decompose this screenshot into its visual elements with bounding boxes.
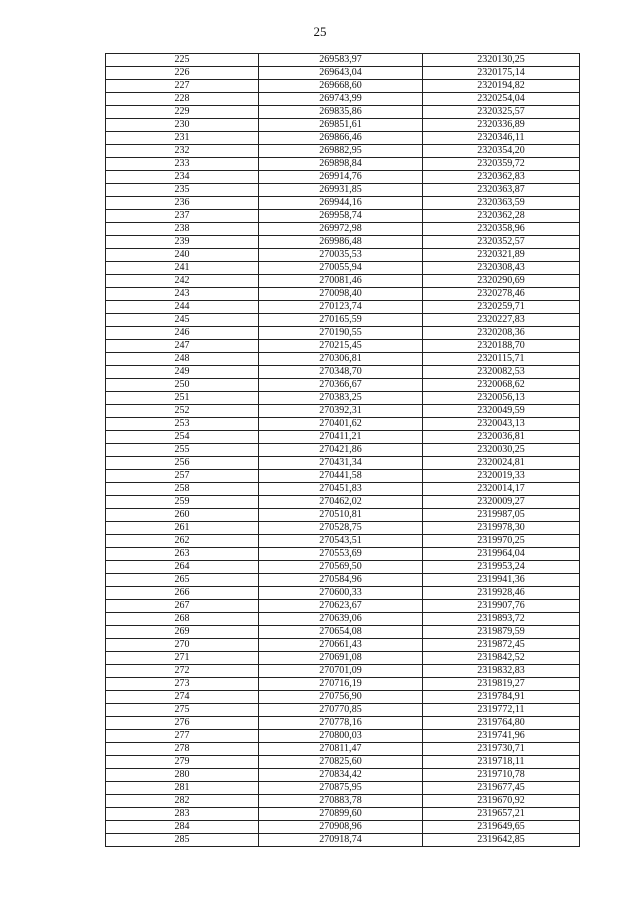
x-coordinate-cell: 270543,51 xyxy=(259,535,423,548)
y-coordinate-cell: 2319642,85 xyxy=(423,834,580,847)
table-row xyxy=(106,522,580,535)
x-coordinate-cell: 270553,69 xyxy=(259,548,423,561)
table-row xyxy=(106,678,580,691)
point-number-cell: 227 xyxy=(106,80,259,93)
table-row xyxy=(106,821,580,834)
x-coordinate-cell: 269931,85 xyxy=(259,184,423,197)
table-row xyxy=(106,301,580,314)
y-coordinate-cell: 2319710,78 xyxy=(423,769,580,782)
table-row xyxy=(106,405,580,418)
y-coordinate-cell: 2320030,25 xyxy=(423,444,580,457)
table-row xyxy=(106,184,580,197)
y-coordinate-cell: 2320194,82 xyxy=(423,80,580,93)
point-number-cell: 237 xyxy=(106,210,259,223)
x-coordinate-cell: 270510,81 xyxy=(259,509,423,522)
y-coordinate-cell: 2319978,30 xyxy=(423,522,580,535)
table-row xyxy=(106,626,580,639)
x-coordinate-cell: 270623,67 xyxy=(259,600,423,613)
point-number-cell: 283 xyxy=(106,808,259,821)
point-number-cell: 255 xyxy=(106,444,259,457)
x-coordinate-cell: 270716,19 xyxy=(259,678,423,691)
x-coordinate-cell: 270451,83 xyxy=(259,483,423,496)
point-number-cell: 269 xyxy=(106,626,259,639)
y-coordinate-cell: 2319928,46 xyxy=(423,587,580,600)
table-row xyxy=(106,379,580,392)
table-row xyxy=(106,756,580,769)
point-number-cell: 277 xyxy=(106,730,259,743)
point-number-cell: 257 xyxy=(106,470,259,483)
point-number-cell: 243 xyxy=(106,288,259,301)
point-number-cell: 241 xyxy=(106,262,259,275)
x-coordinate-cell: 270035,53 xyxy=(259,249,423,262)
table-row xyxy=(106,704,580,717)
point-number-cell: 254 xyxy=(106,431,259,444)
table-row xyxy=(106,275,580,288)
point-number-cell: 278 xyxy=(106,743,259,756)
point-number-cell: 276 xyxy=(106,717,259,730)
x-coordinate-cell: 270811,47 xyxy=(259,743,423,756)
x-coordinate-cell: 269986,48 xyxy=(259,236,423,249)
y-coordinate-cell: 2320043,13 xyxy=(423,418,580,431)
y-coordinate-cell: 2319953,24 xyxy=(423,561,580,574)
y-coordinate-cell: 2319832,83 xyxy=(423,665,580,678)
y-coordinate-cell: 2319941,36 xyxy=(423,574,580,587)
x-coordinate-cell: 269643,04 xyxy=(259,67,423,80)
x-coordinate-cell: 270918,74 xyxy=(259,834,423,847)
table-row xyxy=(106,106,580,119)
x-coordinate-cell: 270899,60 xyxy=(259,808,423,821)
table-row xyxy=(106,470,580,483)
x-coordinate-cell: 270098,40 xyxy=(259,288,423,301)
point-number-cell: 239 xyxy=(106,236,259,249)
y-coordinate-cell: 2319970,25 xyxy=(423,535,580,548)
table-row xyxy=(106,210,580,223)
table-row xyxy=(106,119,580,132)
y-coordinate-cell: 2320082,53 xyxy=(423,366,580,379)
table-row xyxy=(106,548,580,561)
y-coordinate-cell: 2320354,20 xyxy=(423,145,580,158)
x-coordinate-cell: 269851,61 xyxy=(259,119,423,132)
x-coordinate-cell: 270306,81 xyxy=(259,353,423,366)
y-coordinate-cell: 2320358,96 xyxy=(423,223,580,236)
point-number-cell: 247 xyxy=(106,340,259,353)
table-row xyxy=(106,730,580,743)
point-number-cell: 240 xyxy=(106,249,259,262)
point-number-cell: 260 xyxy=(106,509,259,522)
y-coordinate-cell: 2319718,11 xyxy=(423,756,580,769)
y-coordinate-cell: 2320049,59 xyxy=(423,405,580,418)
point-number-cell: 259 xyxy=(106,496,259,509)
y-coordinate-cell: 2319784,91 xyxy=(423,691,580,704)
x-coordinate-cell: 270421,86 xyxy=(259,444,423,457)
y-coordinate-cell: 2320188,70 xyxy=(423,340,580,353)
y-coordinate-cell: 2319649,65 xyxy=(423,821,580,834)
x-coordinate-cell: 270639,06 xyxy=(259,613,423,626)
point-number-cell: 231 xyxy=(106,132,259,145)
y-coordinate-cell: 2319670,92 xyxy=(423,795,580,808)
table-row xyxy=(106,717,580,730)
x-coordinate-cell: 270825,60 xyxy=(259,756,423,769)
y-coordinate-cell: 2320056,13 xyxy=(423,392,580,405)
y-coordinate-cell: 2320325,57 xyxy=(423,106,580,119)
x-coordinate-cell: 270834,42 xyxy=(259,769,423,782)
y-coordinate-cell: 2319842,52 xyxy=(423,652,580,665)
x-coordinate-cell: 269944,16 xyxy=(259,197,423,210)
y-coordinate-cell: 2320290,69 xyxy=(423,275,580,288)
point-number-cell: 230 xyxy=(106,119,259,132)
point-number-cell: 246 xyxy=(106,327,259,340)
y-coordinate-cell: 2319893,72 xyxy=(423,613,580,626)
table-row xyxy=(106,54,580,67)
y-coordinate-cell: 2320254,04 xyxy=(423,93,580,106)
x-coordinate-cell: 270875,95 xyxy=(259,782,423,795)
point-number-cell: 271 xyxy=(106,652,259,665)
y-coordinate-cell: 2320346,11 xyxy=(423,132,580,145)
x-coordinate-cell: 270770,85 xyxy=(259,704,423,717)
point-number-cell: 233 xyxy=(106,158,259,171)
point-number-cell: 281 xyxy=(106,782,259,795)
x-coordinate-cell: 270756,90 xyxy=(259,691,423,704)
table-row xyxy=(106,418,580,431)
y-coordinate-cell: 2320208,36 xyxy=(423,327,580,340)
y-coordinate-cell: 2320175,14 xyxy=(423,67,580,80)
table-row xyxy=(106,665,580,678)
table-row xyxy=(106,171,580,184)
y-coordinate-cell: 2319964,04 xyxy=(423,548,580,561)
x-coordinate-cell: 269743,99 xyxy=(259,93,423,106)
point-number-cell: 280 xyxy=(106,769,259,782)
x-coordinate-cell: 270778,16 xyxy=(259,717,423,730)
x-coordinate-cell: 270661,43 xyxy=(259,639,423,652)
point-number-cell: 282 xyxy=(106,795,259,808)
point-number-cell: 261 xyxy=(106,522,259,535)
x-coordinate-cell: 269898,84 xyxy=(259,158,423,171)
x-coordinate-cell: 270190,55 xyxy=(259,327,423,340)
table-row xyxy=(106,795,580,808)
x-coordinate-cell: 270800,03 xyxy=(259,730,423,743)
point-number-cell: 272 xyxy=(106,665,259,678)
table-row xyxy=(106,80,580,93)
y-coordinate-cell: 2320363,59 xyxy=(423,197,580,210)
table-row xyxy=(106,639,580,652)
table-row xyxy=(106,613,580,626)
table-row xyxy=(106,769,580,782)
y-coordinate-cell: 2320068,62 xyxy=(423,379,580,392)
table-row xyxy=(106,314,580,327)
point-number-cell: 236 xyxy=(106,197,259,210)
y-coordinate-cell: 2319879,59 xyxy=(423,626,580,639)
point-number-cell: 242 xyxy=(106,275,259,288)
y-coordinate-cell: 2320308,43 xyxy=(423,262,580,275)
point-number-cell: 275 xyxy=(106,704,259,717)
x-coordinate-cell: 270081,46 xyxy=(259,275,423,288)
table-row xyxy=(106,457,580,470)
y-coordinate-cell: 2319741,96 xyxy=(423,730,580,743)
x-coordinate-cell: 270528,75 xyxy=(259,522,423,535)
point-number-cell: 258 xyxy=(106,483,259,496)
x-coordinate-cell: 270584,96 xyxy=(259,574,423,587)
table-row xyxy=(106,223,580,236)
point-number-cell: 232 xyxy=(106,145,259,158)
x-coordinate-cell: 270383,25 xyxy=(259,392,423,405)
y-coordinate-cell: 2319772,11 xyxy=(423,704,580,717)
point-number-cell: 252 xyxy=(106,405,259,418)
x-coordinate-cell: 270883,78 xyxy=(259,795,423,808)
point-number-cell: 274 xyxy=(106,691,259,704)
x-coordinate-cell: 270431,34 xyxy=(259,457,423,470)
y-coordinate-cell: 2320009,27 xyxy=(423,496,580,509)
y-coordinate-cell: 2319819,27 xyxy=(423,678,580,691)
table-row xyxy=(106,561,580,574)
point-number-cell: 256 xyxy=(106,457,259,470)
x-coordinate-cell: 270401,62 xyxy=(259,418,423,431)
x-coordinate-cell: 269583,97 xyxy=(259,54,423,67)
x-coordinate-cell: 270392,31 xyxy=(259,405,423,418)
y-coordinate-cell: 2320363,87 xyxy=(423,184,580,197)
table-row xyxy=(106,652,580,665)
point-number-cell: 250 xyxy=(106,379,259,392)
table-row xyxy=(106,392,580,405)
x-coordinate-cell: 270691,08 xyxy=(259,652,423,665)
x-coordinate-cell: 270411,21 xyxy=(259,431,423,444)
x-coordinate-cell: 269972,98 xyxy=(259,223,423,236)
point-number-cell: 270 xyxy=(106,639,259,652)
table-row xyxy=(106,431,580,444)
y-coordinate-cell: 2320278,46 xyxy=(423,288,580,301)
table-row xyxy=(106,535,580,548)
y-coordinate-cell: 2320362,28 xyxy=(423,210,580,223)
point-number-cell: 284 xyxy=(106,821,259,834)
y-coordinate-cell: 2319764,80 xyxy=(423,717,580,730)
point-number-cell: 266 xyxy=(106,587,259,600)
point-number-cell: 251 xyxy=(106,392,259,405)
point-number-cell: 264 xyxy=(106,561,259,574)
table-row xyxy=(106,496,580,509)
y-coordinate-cell: 2320227,83 xyxy=(423,314,580,327)
point-number-cell: 253 xyxy=(106,418,259,431)
x-coordinate-cell: 269882,95 xyxy=(259,145,423,158)
point-number-cell: 279 xyxy=(106,756,259,769)
table-row xyxy=(106,353,580,366)
point-number-cell: 285 xyxy=(106,834,259,847)
y-coordinate-cell: 2320014,17 xyxy=(423,483,580,496)
point-number-cell: 229 xyxy=(106,106,259,119)
table-row xyxy=(106,782,580,795)
x-coordinate-cell: 270215,45 xyxy=(259,340,423,353)
x-coordinate-cell: 270908,96 xyxy=(259,821,423,834)
x-coordinate-cell: 270348,70 xyxy=(259,366,423,379)
page-number: 25 xyxy=(313,24,327,39)
point-number-cell: 228 xyxy=(106,93,259,106)
y-coordinate-cell: 2320336,89 xyxy=(423,119,580,132)
table-row xyxy=(106,600,580,613)
x-coordinate-cell: 270123,74 xyxy=(259,301,423,314)
table-row xyxy=(106,574,580,587)
x-coordinate-cell: 270055,94 xyxy=(259,262,423,275)
table-row xyxy=(106,366,580,379)
point-number-cell: 235 xyxy=(106,184,259,197)
table-row xyxy=(106,587,580,600)
x-coordinate-cell: 269914,76 xyxy=(259,171,423,184)
point-number-cell: 245 xyxy=(106,314,259,327)
y-coordinate-cell: 2320352,57 xyxy=(423,236,580,249)
point-number-cell: 238 xyxy=(106,223,259,236)
point-number-cell: 234 xyxy=(106,171,259,184)
x-coordinate-cell: 270366,67 xyxy=(259,379,423,392)
table-row xyxy=(106,808,580,821)
x-coordinate-cell: 270600,33 xyxy=(259,587,423,600)
table-row xyxy=(106,340,580,353)
y-coordinate-cell: 2320362,83 xyxy=(423,171,580,184)
x-coordinate-cell: 270654,08 xyxy=(259,626,423,639)
y-coordinate-cell: 2320024,81 xyxy=(423,457,580,470)
table-row xyxy=(106,197,580,210)
y-coordinate-cell: 2320115,71 xyxy=(423,353,580,366)
x-coordinate-cell: 270569,50 xyxy=(259,561,423,574)
table-row xyxy=(106,444,580,457)
point-number-cell: 267 xyxy=(106,600,259,613)
y-coordinate-cell: 2320359,72 xyxy=(423,158,580,171)
table-row xyxy=(106,743,580,756)
point-number-cell: 273 xyxy=(106,678,259,691)
y-coordinate-cell: 2319657,21 xyxy=(423,808,580,821)
point-number-cell: 226 xyxy=(106,67,259,80)
point-number-cell: 265 xyxy=(106,574,259,587)
table-row xyxy=(106,158,580,171)
y-coordinate-cell: 2319987,05 xyxy=(423,509,580,522)
table-row xyxy=(106,93,580,106)
x-coordinate-cell: 270701,09 xyxy=(259,665,423,678)
table-row xyxy=(106,132,580,145)
point-number-cell: 249 xyxy=(106,366,259,379)
table-row xyxy=(106,483,580,496)
y-coordinate-cell: 2320259,71 xyxy=(423,301,580,314)
point-number-cell: 268 xyxy=(106,613,259,626)
y-coordinate-cell: 2320036,81 xyxy=(423,431,580,444)
coordinates-table xyxy=(105,53,580,847)
x-coordinate-cell: 269866,46 xyxy=(259,132,423,145)
table-row xyxy=(106,288,580,301)
table-row xyxy=(106,145,580,158)
table-row xyxy=(106,249,580,262)
table-row xyxy=(106,509,580,522)
x-coordinate-cell: 270462,02 xyxy=(259,496,423,509)
x-coordinate-cell: 270441,58 xyxy=(259,470,423,483)
x-coordinate-cell: 269958,74 xyxy=(259,210,423,223)
y-coordinate-cell: 2319677,45 xyxy=(423,782,580,795)
x-coordinate-cell: 269668,60 xyxy=(259,80,423,93)
table-row xyxy=(106,834,580,847)
table-row xyxy=(106,262,580,275)
y-coordinate-cell: 2319872,45 xyxy=(423,639,580,652)
table-row xyxy=(106,327,580,340)
point-number-cell: 225 xyxy=(106,54,259,67)
x-coordinate-cell: 270165,59 xyxy=(259,314,423,327)
point-number-cell: 248 xyxy=(106,353,259,366)
point-number-cell: 244 xyxy=(106,301,259,314)
y-coordinate-cell: 2320321,89 xyxy=(423,249,580,262)
table-row xyxy=(106,236,580,249)
x-coordinate-cell: 269835,86 xyxy=(259,106,423,119)
y-coordinate-cell: 2319730,71 xyxy=(423,743,580,756)
table-row xyxy=(106,691,580,704)
point-number-cell: 262 xyxy=(106,535,259,548)
y-coordinate-cell: 2319907,76 xyxy=(423,600,580,613)
point-number-cell: 263 xyxy=(106,548,259,561)
coordinates-table-body xyxy=(106,54,580,847)
y-coordinate-cell: 2320130,25 xyxy=(423,54,580,67)
y-coordinate-cell: 2320019,33 xyxy=(423,470,580,483)
table-row xyxy=(106,67,580,80)
